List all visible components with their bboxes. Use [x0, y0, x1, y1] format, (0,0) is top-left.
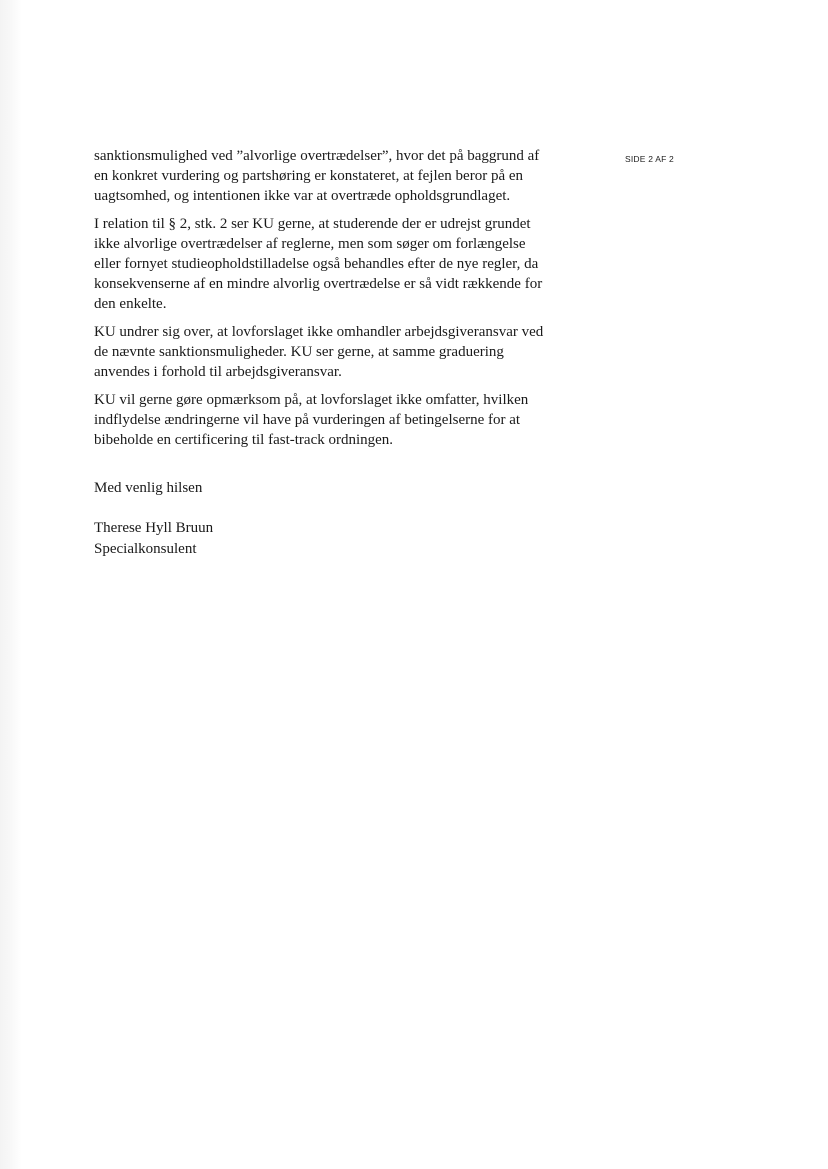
- text-line: en konkret vurdering og partshøring er konstateret, at fejlen beror på en: [94, 168, 524, 184]
- scan-edge-shadow: [0, 0, 22, 1169]
- text-line: anvendes i forhold til arbejdsgiveransvar.: [94, 364, 342, 380]
- text-line: de nævnte sanktionsmuligheder. KU ser gerne, at samme graduering: [94, 344, 504, 360]
- paragraph-sanction: [94, 146, 586, 206]
- paragraph-section-2: [94, 214, 586, 314]
- text-line: uagtsomhed, og intentionen ikke var at overtræde opholdsgrundlaget.: [94, 188, 511, 204]
- paragraph-fast-track: [94, 390, 586, 450]
- text-line: den enkelte.: [94, 296, 167, 312]
- text-line: KU vil gerne gøre opmærksom på, at lovforslaget ikke omfatter, hvilken: [94, 392, 529, 408]
- signature-name: Therese Hyll Bruun: [94, 520, 214, 536]
- signature-title: Specialkonsulent: [94, 541, 197, 557]
- text-line: bibeholde en certificering til fast-track ordningen.: [94, 432, 394, 448]
- page-number: SIDE 2 AF 2: [625, 154, 674, 164]
- text-line: sanktionsmulighed ved ”alvorlige overtrædelser”, hvor det på baggrund af: [94, 148, 540, 164]
- paragraph-employer-liability: [94, 322, 586, 382]
- signature-block: [94, 518, 213, 560]
- text-line: KU undrer sig over, at lovforslaget ikke omhandler arbejdsgiveransvar ved: [94, 324, 544, 340]
- text-line: ikke alvorlige overtrædelser af reglerne, men som søger om forlængelse: [94, 236, 526, 252]
- text-line: I relation til § 2, stk. 2 ser KU gerne, at studerende der er udrejst grundet: [94, 216, 531, 232]
- text-line: eller fornyet studieopholdstilladelse også behandles efter de nye regler, da: [94, 256, 539, 272]
- text-line: konsekvenserne af en mindre alvorlig overtrædelse er så vidt rækkende for: [94, 276, 543, 292]
- text-line: indflydelse ændringerne vil have på vurderingen af betingelserne for at: [94, 412, 521, 428]
- closing-greeting: Med venlig hilsen: [94, 480, 203, 496]
- letter-body: [94, 146, 586, 458]
